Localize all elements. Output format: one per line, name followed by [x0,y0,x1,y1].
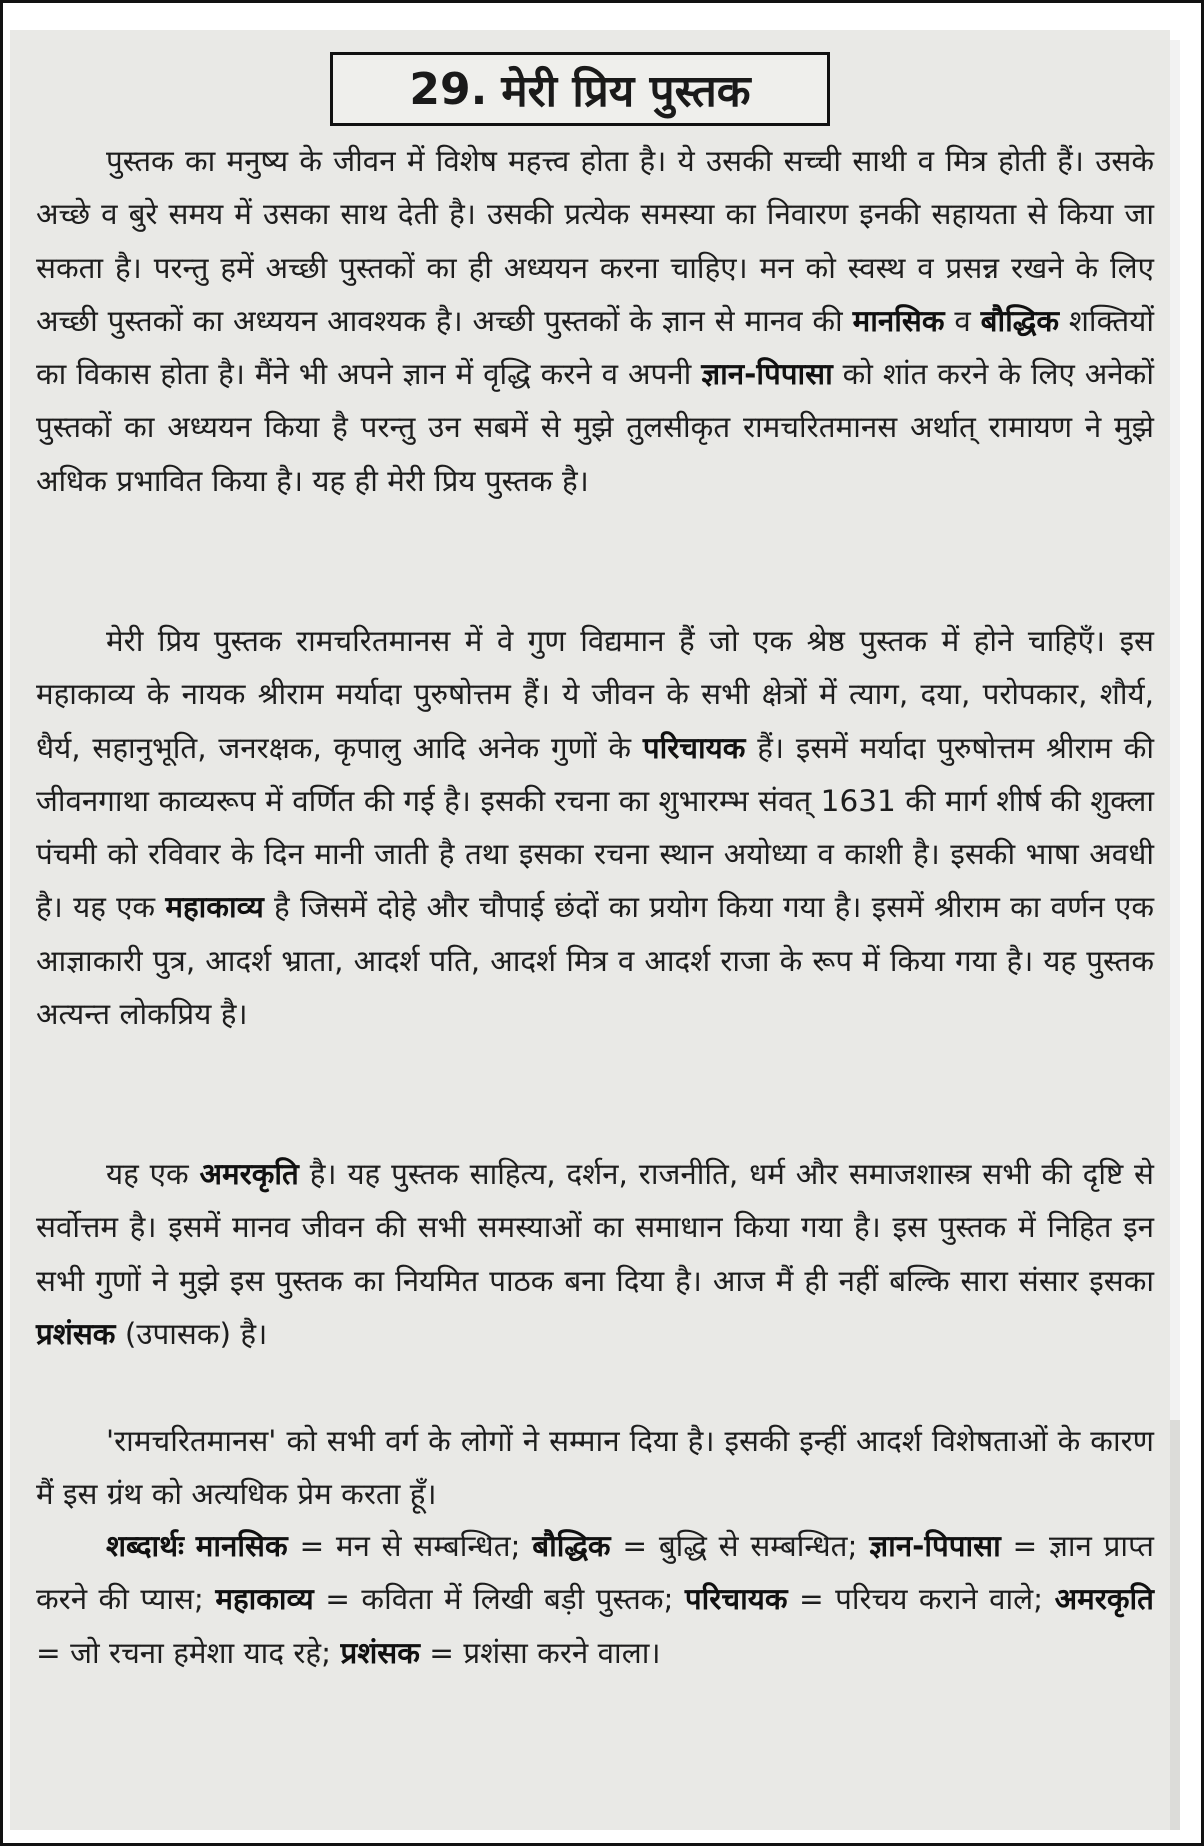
text-run: को शांत करने के लिए अनेकों पुस्तकों का अध्ययन किया है परन्तु उन सबमें से मुझे तुलसीकृत रामचरितमानस अर्थात् रामायण ने मुझे अधिक प्रभावित किया है। यह ही मेरी प्रिय पुस्तक है। [36,357,1154,498]
chapter-title-text: मेरी प्रिय पुस्तक [501,66,751,117]
chapter-number: 29. [409,63,488,115]
glossary-term: मानसिक [195,1529,288,1563]
bold-term: महाकाव्य [165,890,264,925]
glossary-term: बौद्धिक [532,1529,611,1563]
glossary-term: अमरकृति [1054,1582,1154,1617]
scan-edge [1170,40,1180,1420]
glossary-meaning: = कविता में लिखी बड़ी पुस्तक; [325,1582,674,1617]
text-run: है। यह पुस्तक साहित्य, दर्शन, राजनीति, धर्म और समाजशास्त्र सभी की दृष्टि से सर्वोत्तम है। इसमें मानव जीवन की सभी समस्याओं का समाधान किया गया है। इस पुस्तक में निहित इन सभी गुणों ने मुझे इस पुस्तक का नियमित पाठक बना दिया है। आज मैं ही नहीं बल्कि सारा संसार इसका [36,1157,1154,1298]
glossary-meaning: = मन से सम्बन्धित; [299,1529,521,1563]
glossary-term: प्रशंसक [340,1635,420,1670]
bold-term: मानसिक [852,303,945,338]
text-run: है जिसमें दोहे और चौपाई छंदों का प्रयोग किया गया है। इसमें श्रीराम का वर्णन एक आज्ञाकारी पुत्र, आदर्श भ्राता, आदर्श पति, आदर्श मित्र व आदर्श राजा के रूप में किया गया है। यह पुस्तक अत्यन्त लोकप्रिय है। [36,890,1154,1032]
text-run: पुस्तक का मनुष्य के जीवन में विशेष महत्त्व होता है। ये उसकी सच्ची साथी व मित्र होती हैं। उसके अच्छे व बुरे समय में उसका साथ देती है। उसकी प्रत्येक समस्या का निवारण इनकी सहायता से किया जा सकता है। परन्तु हमें अच्छी पुस्तकों का ही अध्ययन करना चाहिए। मन को स्वस्थ व प्रसन्न रखने के लिए अच्छी पुस्तकों का अध्ययन आवश्यक है। अच्छी पुस्तकों के ज्ञान से मानव की [36,144,1154,338]
glossary-term: ज्ञान-पिपासा [869,1529,1001,1563]
bold-term: अमरकृति [199,1157,299,1191]
glossary-meaning: = जो रचना हमेशा याद रहे; [36,1635,332,1670]
scan-edge-lower [1170,1420,1180,1830]
glossary-meaning: = बुद्धि से सम्बन्धित; [622,1529,858,1563]
text-run: 'रामचरितमानस' को सभी वर्ग के लोगों ने सम्मान दिया है। इसकी इन्हीं आदर्श विशेषताओं के कारण मैं इस ग्रंथ को अत्यधिक प्रेम करता हूँ। [36,1424,1154,1512]
paragraph-1 [36,135,1154,508]
paragraph-4 [36,1415,1154,1522]
glossary-term: महाकाव्य [215,1582,314,1617]
text-run: मेरी प्रिय पुस्तक रामचरितमानस में वे गुण विद्यमान हैं जो एक श्रेष्ठ पुस्तक में होने चाहिएँ। इस महाकाव्य के नायक श्रीराम मर्यादा पुरुषोत्तम हैं। ये जीवन के सभी क्षेत्रों में त्याग, दया, परोपकार, शौर्य, धैर्य, सहानुभूति, जनरक्षक, कृपालु आदि अनेक गुणों के [36,624,1154,765]
glossary-meaning: = प्रशंसा करने वाला। [429,1635,661,1670]
bold-term: प्रशंसक [36,1316,116,1351]
text-run: व [954,303,971,338]
bold-term: बौद्धिक [980,303,1059,338]
paragraph-3 [36,1148,1154,1361]
glossary-term: परिचायक [684,1582,788,1617]
text-run: शक्तियों का विकास होता है। मैंने भी अपने ज्ञान में वृद्धि करने व अपनी [36,303,1154,392]
text-run: यह एक [106,1157,189,1191]
glossary-meaning: = ज्ञान प्राप्त करने की प्यास; [36,1529,1154,1617]
bold-term: परिचायक [642,730,746,765]
glossary-heading: शब्दार्थः [106,1529,184,1563]
chapter-title [330,52,830,126]
text-run: हैं। इसमें मर्यादा पुरुषोत्तम श्रीराम की जीवनगाथा काव्यरूप में वर्णित की गई है। इसकी रचना का शुभारम्भ संवत् 1631 की मार्ग शीर्ष की शुक्ला पंचमी को रविवार के दिन मानी जाती है तथा इसका रचना स्थान अयोध्या व काशी है। इसकी भाषा अवधी है। यह एक [36,730,1154,925]
bold-term: ज्ञान-पिपासा [701,357,833,392]
paragraph-2 [36,615,1154,1041]
glossary [36,1520,1154,1680]
glossary-meaning: = परिचय कराने वाले; [798,1582,1044,1617]
text-run: (उपासक) है। [124,1316,268,1351]
